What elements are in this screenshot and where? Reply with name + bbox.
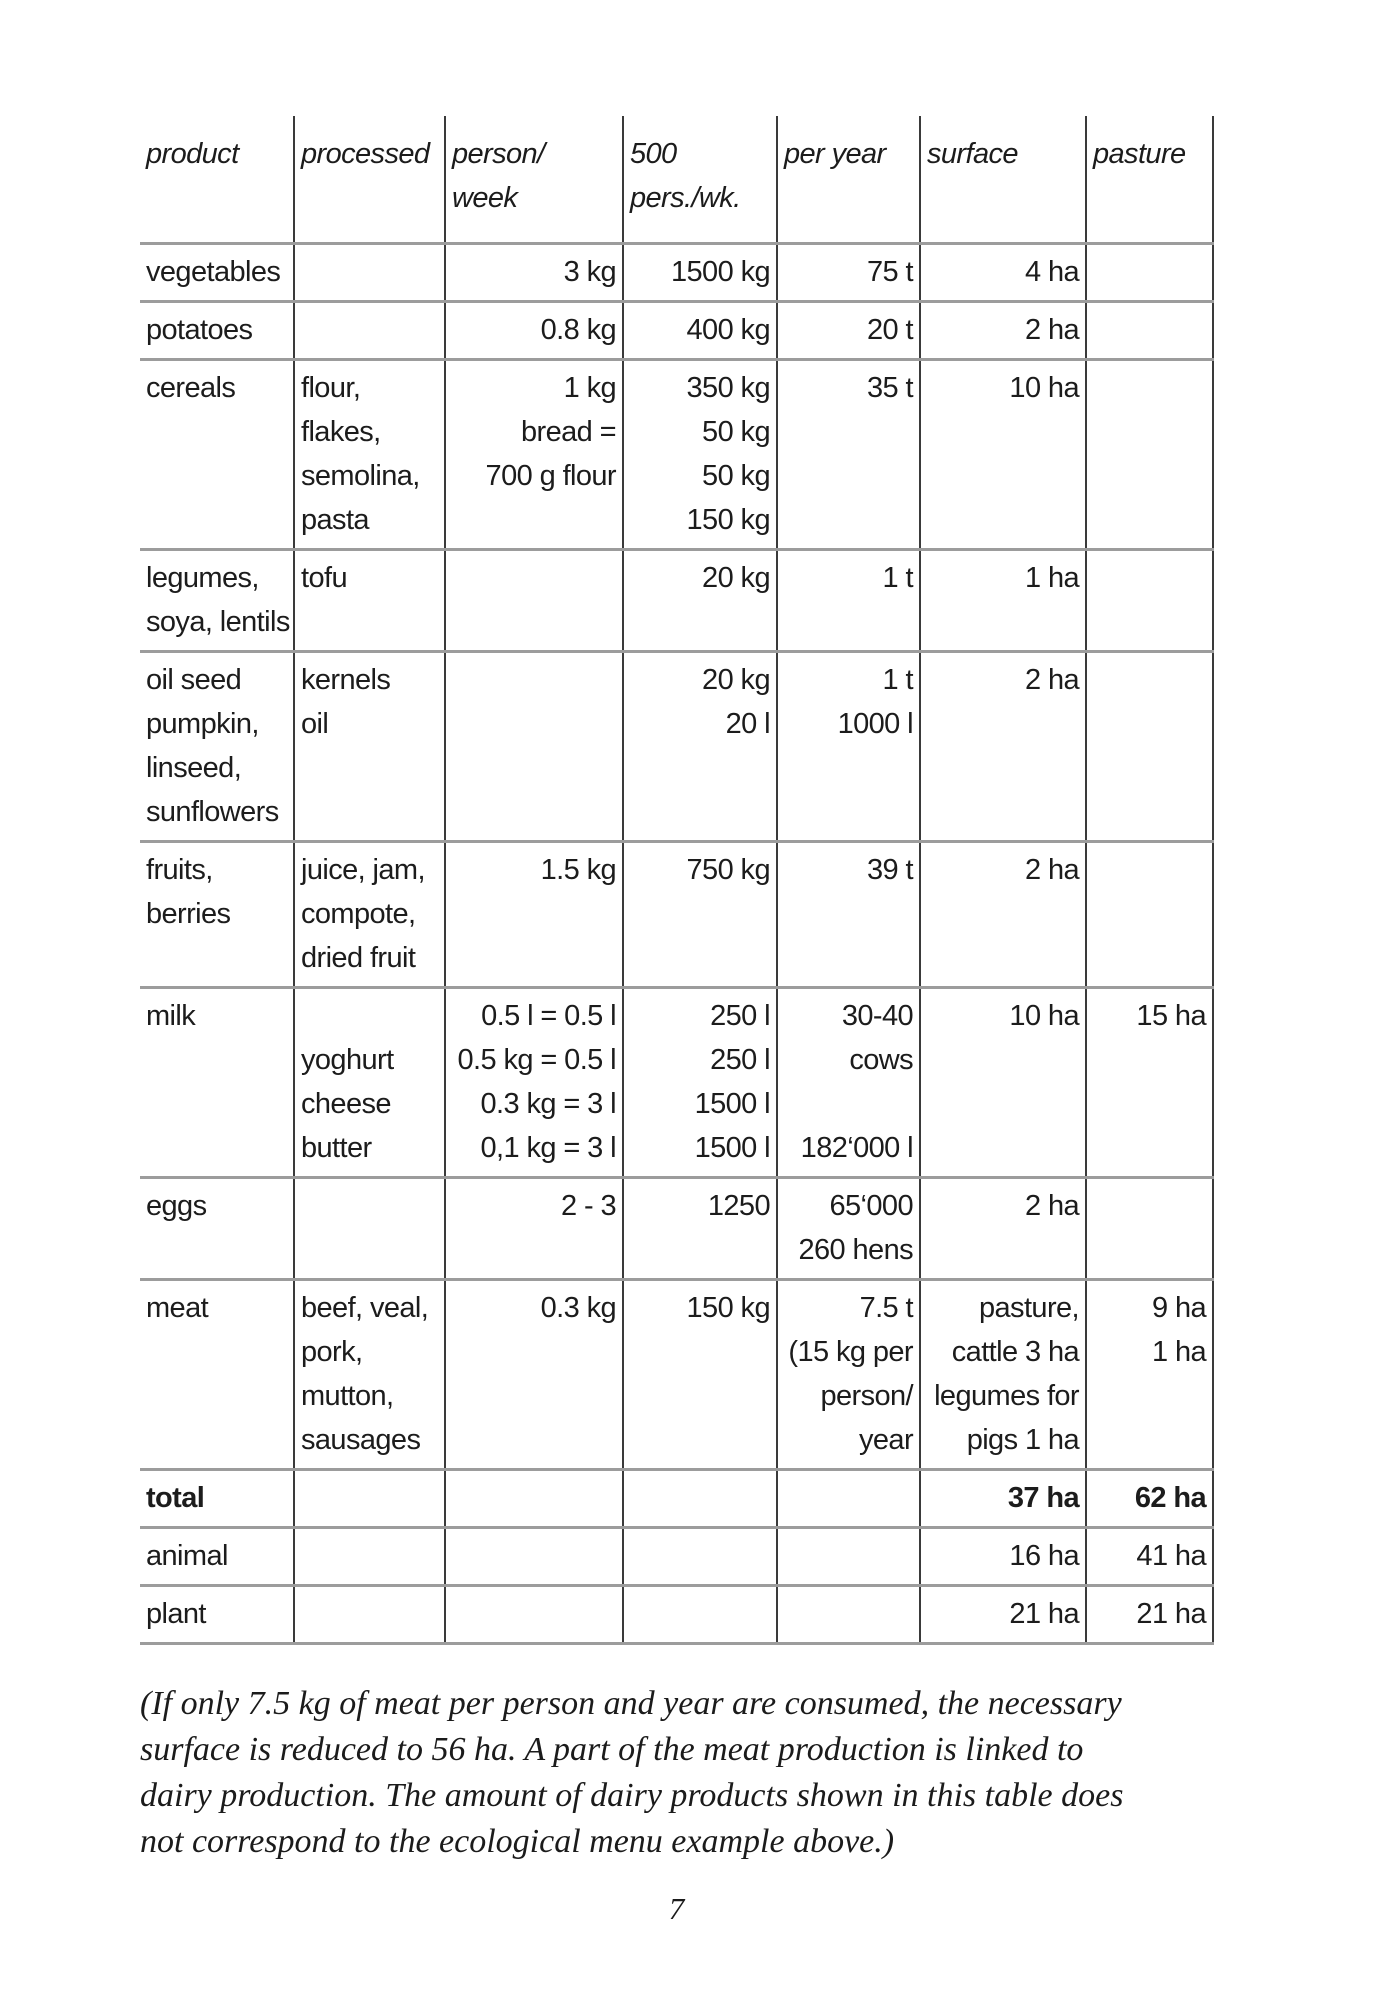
cell-line: year (858, 1424, 913, 1456)
column-header-500-pers-wk (623, 116, 777, 244)
cell-line: 1 t (882, 664, 913, 696)
table-cell (294, 1178, 445, 1280)
cell-line: 350 kg (686, 372, 770, 404)
cell-line: juice, jam, (301, 854, 425, 886)
table-cell (445, 842, 623, 988)
table-cell (777, 1470, 920, 1528)
table-cell (623, 244, 777, 302)
column-header-per-year (777, 116, 920, 244)
table-cell (294, 360, 445, 550)
column-header-product (140, 116, 294, 244)
header-line: surface (927, 138, 1018, 170)
cell-line: 260 hens (798, 1234, 913, 1266)
table-cell (1086, 550, 1213, 652)
cell-line: 250 l (710, 1000, 770, 1032)
cell-line: 2 ha (1024, 854, 1079, 886)
cell-line: pasta (301, 504, 369, 536)
table-cell (445, 1470, 623, 1528)
table-cell (623, 1470, 777, 1528)
header-line: pasture (1093, 138, 1186, 170)
cell-line: cows (849, 1044, 913, 1076)
header-line: person/ (452, 138, 545, 170)
cell-line: soya, lentils (146, 606, 290, 638)
table-cell (920, 1528, 1086, 1586)
column-header-surface (920, 116, 1086, 244)
cell-line: 400 kg (686, 314, 770, 346)
cell-line: 7.5 t (859, 1292, 913, 1324)
cell-line: semolina, (301, 460, 420, 492)
cell-line: person/ (820, 1380, 913, 1412)
table-cell (920, 360, 1086, 550)
table-cell (777, 988, 920, 1178)
cell-line: mutton, (301, 1380, 394, 1412)
table-cell (1086, 1470, 1213, 1528)
table-cell (294, 244, 445, 302)
cell-line: 75 t (867, 256, 913, 288)
header-line: product (146, 138, 239, 170)
cell-line: 1250 (707, 1190, 770, 1222)
table-cell (623, 1178, 777, 1280)
table-row-milk (140, 988, 1213, 1178)
table-cell (777, 1280, 920, 1470)
cell-line: flakes, (301, 416, 381, 448)
cell-line: 182‘000 l (800, 1132, 913, 1164)
cell-line: 3 kg (563, 256, 616, 288)
cell-line: 21 ha (1136, 1598, 1206, 1630)
table-cell (140, 302, 294, 360)
cell-line (301, 994, 438, 1038)
table-cell (777, 842, 920, 988)
cell-line: fruits, (146, 854, 213, 886)
table-cell (920, 1178, 1086, 1280)
cell-line: berries (146, 898, 231, 930)
table-cell (140, 1470, 294, 1528)
cell-line: compote, (301, 898, 416, 930)
cell-line: 0.3 kg (540, 1292, 616, 1324)
table-cell (445, 652, 623, 842)
cell-line: 1.5 kg (540, 854, 616, 886)
column-header-person-week (445, 116, 623, 244)
footnote-line: surface is reduced to 56 ha. A part of the meat production is linked to (140, 1731, 1084, 1768)
cell-line: 1 ha (1024, 562, 1079, 594)
table-cell (294, 988, 445, 1178)
cell-line: 50 kg (702, 460, 770, 492)
table-cell (777, 1528, 920, 1586)
table-cell (445, 1280, 623, 1470)
cell-line: 41 ha (1136, 1540, 1206, 1572)
table-cell (140, 1528, 294, 1586)
cell-line: (15 kg per (788, 1336, 913, 1368)
table-row-cereals (140, 360, 1213, 550)
table-cell (445, 244, 623, 302)
cell-line: oil seed (146, 664, 242, 696)
table-header-row (140, 116, 1213, 244)
cell-line: 700 g flour (485, 460, 616, 492)
table-row-total (140, 1470, 1213, 1528)
table-cell (140, 244, 294, 302)
table-cell (294, 1586, 445, 1644)
cell-line: butter (301, 1132, 372, 1164)
cell-line: flour, (301, 372, 361, 404)
cell-line: milk (146, 1000, 196, 1032)
table-cell (1086, 842, 1213, 988)
table-cell (920, 1470, 1086, 1528)
cell-line: 0.3 kg = 3 l (480, 1088, 616, 1120)
table-cell (1086, 1178, 1213, 1280)
cell-line: 65‘000 (829, 1190, 913, 1222)
table-cell (777, 550, 920, 652)
cell-line: 1 t (882, 562, 913, 594)
table-cell (140, 550, 294, 652)
footnote (140, 1681, 1392, 1865)
cell-line: 62 ha (1134, 1482, 1206, 1514)
cell-line: 21 ha (1009, 1598, 1079, 1630)
table-cell (294, 550, 445, 652)
table-cell (140, 842, 294, 988)
table-cell (920, 988, 1086, 1178)
cell-line: meat (146, 1292, 209, 1324)
table-cell (140, 1178, 294, 1280)
table-row-meat (140, 1280, 1213, 1470)
table-cell (140, 988, 294, 1178)
table-cell (1086, 988, 1213, 1178)
table-cell (1086, 302, 1213, 360)
table-cell (777, 1586, 920, 1644)
cell-line: cheese (301, 1088, 391, 1120)
table-cell (294, 842, 445, 988)
cell-line: 150 kg (686, 1292, 770, 1324)
cell-line (784, 1082, 913, 1126)
cell-line: potatoes (146, 314, 253, 346)
table-row-oil-seed (140, 652, 1213, 842)
cell-line: pigs 1 ha (966, 1424, 1079, 1456)
cell-line: 10 ha (1009, 1000, 1079, 1032)
cell-line: cereals (146, 372, 236, 404)
table-row-vegetables (140, 244, 1213, 302)
cell-line: 39 t (867, 854, 913, 886)
cell-line: 0.5 kg = 0.5 l (457, 1044, 616, 1076)
cell-line: dried fruit (301, 942, 416, 974)
cell-line: yoghurt (301, 1044, 394, 1076)
table-cell (140, 360, 294, 550)
table-cell (1086, 244, 1213, 302)
cell-line: bread = (521, 416, 616, 448)
table-cell (920, 1586, 1086, 1644)
cell-line: 50 kg (702, 416, 770, 448)
header-line: per year (784, 138, 886, 170)
cell-line: 2 ha (1024, 1190, 1079, 1222)
cell-line: vegetables (146, 256, 281, 288)
cell-line: 1500 l (694, 1088, 770, 1120)
table-cell (140, 1586, 294, 1644)
table-cell (777, 360, 920, 550)
table-cell (140, 652, 294, 842)
table-row-plant (140, 1586, 1213, 1644)
table-cell (445, 1178, 623, 1280)
table-cell (140, 1280, 294, 1470)
table-cell (623, 1586, 777, 1644)
table-cell (1086, 652, 1213, 842)
table-cell (623, 302, 777, 360)
cell-line: 150 kg (686, 504, 770, 536)
table-body (140, 244, 1213, 1644)
cell-line: linseed, (146, 752, 242, 784)
table-cell (920, 302, 1086, 360)
table-cell (777, 244, 920, 302)
table-cell (294, 1280, 445, 1470)
cell-line: kernels (301, 664, 391, 696)
cell-line: 2 - 3 (560, 1190, 616, 1222)
table-cell (777, 302, 920, 360)
cell-line: 1500 kg (671, 256, 770, 288)
table-cell (445, 302, 623, 360)
cell-line: beef, veal, (301, 1292, 429, 1324)
footnote-line: (If only 7.5 kg of meat per person and year are consumed, the necessary (140, 1685, 1122, 1722)
cell-line: oil (301, 708, 329, 740)
cell-line: 0.5 l = 0.5 l (481, 1000, 616, 1032)
table-cell (623, 1528, 777, 1586)
cell-line: 250 l (710, 1044, 770, 1076)
cell-line: legumes, (146, 562, 259, 594)
cell-line: 2 ha (1024, 314, 1079, 346)
table-cell (445, 1528, 623, 1586)
table-cell (777, 1178, 920, 1280)
header-line: pers./wk. (630, 182, 741, 214)
cell-line: 1500 l (694, 1132, 770, 1164)
table-cell (623, 842, 777, 988)
table-row-potatoes (140, 302, 1213, 360)
cell-line: 1 ha (1151, 1336, 1206, 1368)
table-cell (1086, 1280, 1213, 1470)
footnote-line: not correspond to the ecological menu example above.) (140, 1823, 895, 1860)
cell-line: 2 ha (1024, 664, 1079, 696)
cell-line: 20 kg (702, 664, 770, 696)
table-cell (920, 842, 1086, 988)
cell-line: 4 ha (1024, 256, 1079, 288)
table-cell (777, 652, 920, 842)
cell-line: cattle 3 ha (951, 1336, 1079, 1368)
food-production-table (140, 116, 1214, 1645)
table-cell (1086, 360, 1213, 550)
table-cell (294, 652, 445, 842)
cell-line: pasture, (979, 1292, 1079, 1324)
cell-line: plant (146, 1598, 206, 1630)
cell-line: total (146, 1482, 205, 1514)
cell-line: 20 kg (702, 562, 770, 594)
table-cell (623, 1280, 777, 1470)
table-row-legumes (140, 550, 1213, 652)
table-cell (294, 302, 445, 360)
cell-line: 15 ha (1136, 1000, 1206, 1032)
cell-line: pork, (301, 1336, 363, 1368)
table-cell (445, 360, 623, 550)
cell-line: legumes for (934, 1380, 1079, 1412)
table-cell (920, 550, 1086, 652)
header-line: 500 (630, 138, 677, 170)
header-line: week (452, 182, 518, 214)
table-cell (623, 550, 777, 652)
table-cell (294, 1528, 445, 1586)
cell-line: 0,1 kg = 3 l (480, 1132, 616, 1164)
cell-line: 35 t (867, 372, 913, 404)
table-cell (445, 988, 623, 1178)
cell-line: 10 ha (1009, 372, 1079, 404)
cell-line: 0.8 kg (540, 314, 616, 346)
cell-line: sausages (301, 1424, 421, 1456)
table-row-fruits (140, 842, 1213, 988)
cell-line: 1 kg (563, 372, 616, 404)
table-cell (920, 652, 1086, 842)
table-cell (623, 652, 777, 842)
cell-line: 9 ha (1151, 1292, 1206, 1324)
table-cell (623, 988, 777, 1178)
table-cell (1086, 1528, 1213, 1586)
table-cell (1086, 1586, 1213, 1644)
table-cell (445, 550, 623, 652)
column-header-processed (294, 116, 445, 244)
cell-line: pumpkin, (146, 708, 259, 740)
column-header-pasture (1086, 116, 1213, 244)
cell-line: sunflowers (146, 796, 279, 828)
cell-line: tofu (301, 562, 347, 594)
table-cell (445, 1586, 623, 1644)
header-line: processed (301, 138, 430, 170)
cell-line: 30-40 (841, 1000, 913, 1032)
cell-line: animal (146, 1540, 228, 1572)
cell-line: 37 ha (1007, 1482, 1079, 1514)
cell-line: 16 ha (1009, 1540, 1079, 1572)
table-row-animal (140, 1528, 1213, 1586)
footnote-line: dairy production. The amount of dairy products shown in this table does (140, 1777, 1124, 1814)
page-number: 7 (668, 1891, 685, 1926)
cell-line: 1000 l (837, 708, 913, 740)
cell-line: eggs (146, 1190, 207, 1222)
table-cell (294, 1470, 445, 1528)
table-cell (623, 360, 777, 550)
table-cell (920, 1280, 1086, 1470)
cell-line: 750 kg (686, 854, 770, 886)
table-row-eggs (140, 1178, 1213, 1280)
cell-line: 20 t (867, 314, 913, 346)
cell-line: 20 l (725, 708, 770, 740)
table-cell (920, 244, 1086, 302)
